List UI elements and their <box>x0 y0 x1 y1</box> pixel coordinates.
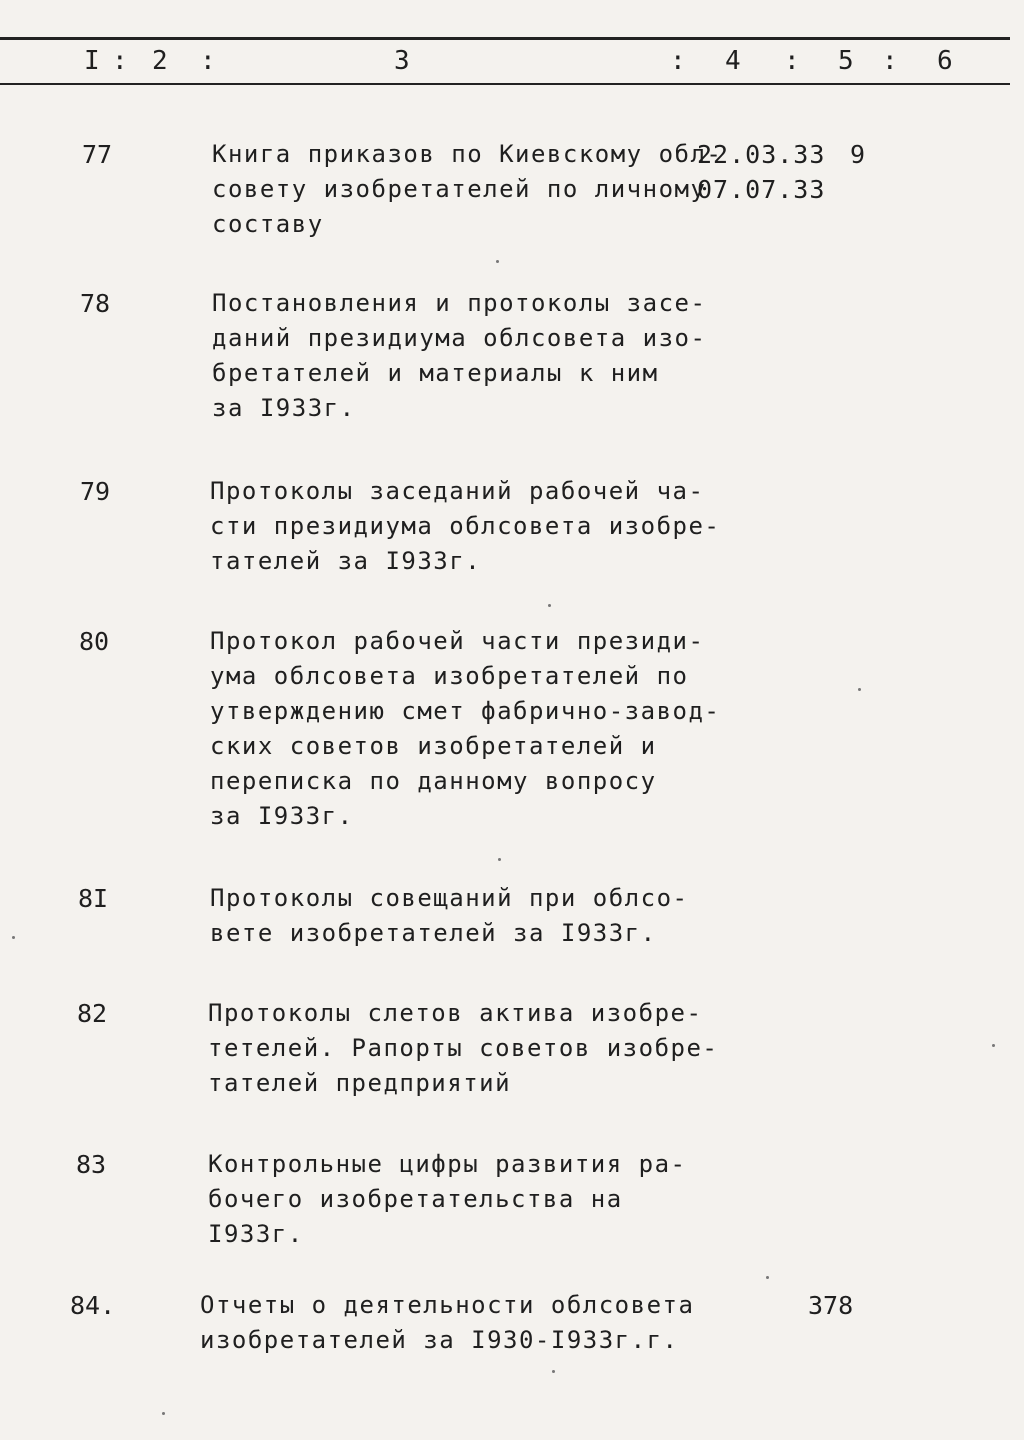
start-date: 22.03.33 <box>697 140 826 169</box>
scan-speck <box>498 858 501 861</box>
item-number: 83 <box>76 1150 107 1179</box>
description-line: тателей за I933г. <box>210 547 482 575</box>
column-header-3: 3 <box>394 46 411 76</box>
description-line: утверждению смет фабрично-завод- <box>210 697 721 725</box>
header-bottom-rule <box>0 83 1010 85</box>
item-description <box>210 474 720 579</box>
item-number: 84. <box>70 1291 116 1320</box>
description-line: вете изобретателей за I933г. <box>210 919 657 947</box>
column-separator: : <box>200 46 216 76</box>
end-date: 07.07.33 <box>697 175 826 204</box>
item-description <box>212 286 706 426</box>
column-header-4: 4 <box>725 46 742 76</box>
column-header-1: I <box>84 46 101 76</box>
item-number: 78 <box>80 289 111 318</box>
scan-speck <box>496 260 499 263</box>
description-line: за I933г. <box>212 394 356 422</box>
description-line: составу <box>212 210 324 238</box>
description-line: I933г. <box>208 1220 304 1248</box>
description-line: за I933г. <box>210 802 354 830</box>
header-top-rule <box>0 37 1010 40</box>
item-dates <box>697 137 825 207</box>
description-line: Отчеты о деятельности облсовета <box>200 1291 695 1319</box>
description-line: совету изобретателей по личному <box>212 175 707 203</box>
sheet-count: 378 <box>808 1291 854 1320</box>
column-separator: : <box>784 46 800 76</box>
description-line: Протоколы слетов актива изобре- <box>208 999 703 1027</box>
description-line: ума облсовета изобретателей по <box>210 662 689 690</box>
column-separator: : <box>882 46 898 76</box>
description-line: Протоколы совещаний при облсо- <box>210 884 689 912</box>
description-line: тателей предприятий <box>208 1069 512 1097</box>
description-line: Протоколы заседаний рабочей ча- <box>210 477 705 505</box>
description-line: бочего изобретательства на <box>208 1185 623 1213</box>
column-header-2: 2 <box>152 46 169 76</box>
description-line: бретателей и материалы к ним <box>212 359 659 387</box>
description-line: ских советов изобретателей и <box>210 732 657 760</box>
description-line: даний президиума облсовета изо- <box>212 324 707 352</box>
description-line: тетелей. Рапорты советов изобре- <box>208 1034 719 1062</box>
item-description <box>200 1288 694 1358</box>
item-description <box>208 996 718 1101</box>
description-line: изобретателей за I930-I933г.г. <box>200 1326 679 1354</box>
scan-speck <box>552 1370 555 1373</box>
description-line: Контрольные цифры развития ра- <box>208 1150 687 1178</box>
description-line: Постановления и протоколы засе- <box>212 289 707 317</box>
item-number: 80 <box>79 627 110 656</box>
description-line: сти президиума облсовета изобре- <box>210 512 721 540</box>
column-separator: : <box>670 46 686 76</box>
scan-speck <box>858 688 861 691</box>
item-description <box>212 137 722 242</box>
item-number: 79 <box>80 477 111 506</box>
scan-speck <box>766 1276 769 1279</box>
item-number: 77 <box>82 140 113 169</box>
description-line: переписка по данному вопросу <box>210 767 657 795</box>
scan-speck <box>548 604 551 607</box>
column-header-6: 6 <box>937 46 954 76</box>
description-line: Протокол рабочей части президи- <box>210 627 705 655</box>
scan-speck <box>162 1412 165 1415</box>
item-number: 82 <box>77 999 108 1028</box>
scan-speck <box>12 936 15 939</box>
item-description <box>210 624 720 834</box>
scan-speck <box>992 1044 995 1047</box>
item-description <box>210 881 688 951</box>
item-description <box>208 1147 686 1252</box>
column-header-5: 5 <box>838 46 855 76</box>
item-number: 8I <box>78 884 109 913</box>
column-separator: : <box>112 46 128 76</box>
description-line: Книга приказов по Киевскому обл- <box>212 140 723 168</box>
sheet-count: 9 <box>850 140 866 169</box>
